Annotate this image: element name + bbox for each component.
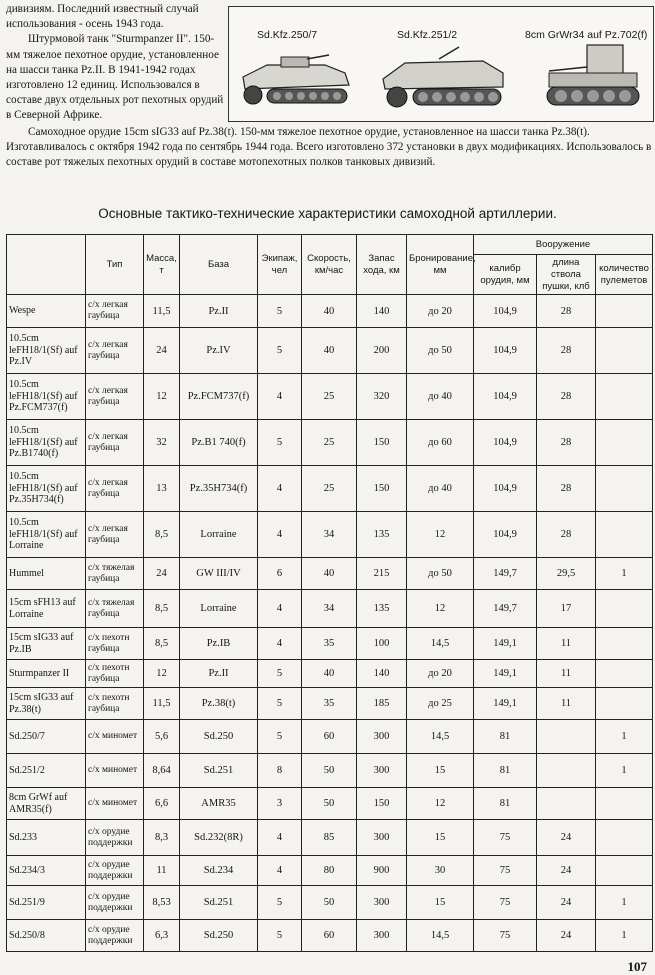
cell-speed: 35 <box>302 688 357 720</box>
header-mg: количество пулеметов <box>596 255 653 295</box>
cell-mg <box>596 856 653 886</box>
cell-armor: до 50 <box>407 558 474 590</box>
cell-range: 215 <box>357 558 407 590</box>
cell-mass: 8,5 <box>144 512 180 558</box>
header-type: Тип <box>86 235 144 295</box>
cell-barrel: 11 <box>537 660 596 688</box>
cell-mg <box>596 628 653 660</box>
cell-barrel: 17 <box>537 590 596 628</box>
cell-armor: 15 <box>407 820 474 856</box>
cell-barrel: 28 <box>537 295 596 328</box>
cell-barrel <box>537 720 596 754</box>
cell-speed: 25 <box>302 374 357 420</box>
cell-mg <box>596 328 653 374</box>
cell-range: 320 <box>357 374 407 420</box>
table-row <box>7 856 653 886</box>
cell-base: AMR35 <box>180 788 258 820</box>
cell-mg <box>596 660 653 688</box>
cell-barrel: 28 <box>537 466 596 512</box>
cell-barrel: 28 <box>537 512 596 558</box>
cell-range: 300 <box>357 886 407 920</box>
cell-speed: 25 <box>302 420 357 466</box>
cell-crew: 5 <box>258 328 302 374</box>
cell-base: Pz.35H734(f) <box>180 466 258 512</box>
page-number: 107 <box>627 959 647 974</box>
cell-barrel: 24 <box>537 856 596 886</box>
cell-name: 10.5cm leFH18/1(Sf) auf Pz.B1740(f) <box>7 420 86 466</box>
cell-range: 900 <box>357 856 407 886</box>
cell-armor: 12 <box>407 590 474 628</box>
cell-caliber: 149,7 <box>474 558 537 590</box>
cell-type: с/х орудие поддержки <box>86 820 144 856</box>
cell-type: с/х легкая гаубица <box>86 374 144 420</box>
cell-caliber: 81 <box>474 720 537 754</box>
cell-mg <box>596 295 653 328</box>
halftrack-250-drawing <box>237 47 357 111</box>
cell-caliber: 104,9 <box>474 512 537 558</box>
header-range: Запас хода, км <box>357 235 407 295</box>
cell-crew: 5 <box>258 720 302 754</box>
table-row <box>7 558 653 590</box>
cell-crew: 5 <box>258 420 302 466</box>
cell-armor: до 20 <box>407 660 474 688</box>
table-title: Основные тактико-технические характеристики самоходной артиллерии. <box>98 206 557 221</box>
cell-speed: 34 <box>302 512 357 558</box>
cell-name: 10.5cm leFH18/1(Sf) auf Pz.FCM737(f) <box>7 374 86 420</box>
cell-base: Sd.232(8R) <box>180 820 258 856</box>
cell-speed: 25 <box>302 466 357 512</box>
cell-caliber: 149,7 <box>474 590 537 628</box>
cell-base: Pz.B1 740(f) <box>180 420 258 466</box>
cell-base: Sd.250 <box>180 920 258 952</box>
cell-type: с/х легкая гаубица <box>86 295 144 328</box>
cell-name: Sd.251/2 <box>7 754 86 788</box>
cell-speed: 40 <box>302 328 357 374</box>
cell-speed: 34 <box>302 590 357 628</box>
cell-base: Sd.251 <box>180 886 258 920</box>
cell-barrel: 24 <box>537 820 596 856</box>
table-row <box>7 512 653 558</box>
cell-caliber: 81 <box>474 754 537 788</box>
cell-armor: до 50 <box>407 328 474 374</box>
cell-mg <box>596 420 653 466</box>
cell-mass: 6,3 <box>144 920 180 952</box>
cell-base: Sd.250 <box>180 720 258 754</box>
cell-crew: 3 <box>258 788 302 820</box>
cell-mg: 1 <box>596 920 653 952</box>
cell-base: Sd.251 <box>180 754 258 788</box>
table-row <box>7 328 653 374</box>
body-text <box>6 125 652 171</box>
cell-crew: 5 <box>258 660 302 688</box>
header-caliber: калибр орудия, мм <box>474 255 537 295</box>
header-mass: Масса, т <box>144 235 180 295</box>
cell-armor: 14,5 <box>407 628 474 660</box>
cell-range: 185 <box>357 688 407 720</box>
cell-armor: 14,5 <box>407 920 474 952</box>
cell-speed: 85 <box>302 820 357 856</box>
cell-base: Pz.IV <box>180 328 258 374</box>
vehicle-label-2: Sd.Kfz.251/2 <box>397 29 458 41</box>
table-row <box>7 886 653 920</box>
cell-range: 200 <box>357 328 407 374</box>
cell-type: с/х пехотн гаубица <box>86 660 144 688</box>
cell-mass: 12 <box>144 374 180 420</box>
cell-base: Pz.38(t) <box>180 688 258 720</box>
cell-barrel: 29,5 <box>537 558 596 590</box>
cell-mass: 13 <box>144 466 180 512</box>
cell-type: с/х миномет <box>86 754 144 788</box>
cell-mass: 32 <box>144 420 180 466</box>
cell-crew: 6 <box>258 558 302 590</box>
cell-type: с/х пехотн гаубица <box>86 628 144 660</box>
cell-name: 8cm GrWf auf AMR35(f) <box>7 788 86 820</box>
cell-caliber: 104,9 <box>474 295 537 328</box>
cell-crew: 4 <box>258 856 302 886</box>
cell-mg: 1 <box>596 720 653 754</box>
cell-name: Sd.251/9 <box>7 886 86 920</box>
cell-caliber: 81 <box>474 788 537 820</box>
cell-barrel <box>537 788 596 820</box>
vehicle-label-3: 8cm GrWr34 auf Pz.702(f) <box>525 29 648 41</box>
header-name <box>7 235 86 295</box>
cell-range: 150 <box>357 466 407 512</box>
intro-text <box>6 2 228 124</box>
cell-type: с/х орудие поддержки <box>86 886 144 920</box>
cell-name: Sd.250/7 <box>7 720 86 754</box>
cell-caliber: 75 <box>474 920 537 952</box>
cell-name: Hummel <box>7 558 86 590</box>
cell-barrel: 24 <box>537 886 596 920</box>
cell-crew: 4 <box>258 820 302 856</box>
cell-name: Sd.250/8 <box>7 920 86 952</box>
cell-crew: 4 <box>258 512 302 558</box>
cell-speed: 60 <box>302 920 357 952</box>
cell-name: Sd.234/3 <box>7 856 86 886</box>
cell-mg: 1 <box>596 558 653 590</box>
cell-range: 140 <box>357 660 407 688</box>
cell-speed: 40 <box>302 660 357 688</box>
cell-name: 10.5cm leFH18/1(Sf) auf Pz.IV <box>7 328 86 374</box>
cell-type: с/х орудие поддержки <box>86 920 144 952</box>
cell-speed: 35 <box>302 628 357 660</box>
table-row <box>7 688 653 720</box>
cell-type: с/х легкая гаубица <box>86 420 144 466</box>
cell-name: 15cm sFH13 auf Lorraine <box>7 590 86 628</box>
cell-armor: до 20 <box>407 295 474 328</box>
table-row <box>7 754 653 788</box>
intro-paragraph-2: Штурмовой танк "Sturmpanzer II". 150-мм тяжелое пехотное орудие, установленное на шасси танка Pz.II. В 1941-1942 годах изготовлено 12 единиц. Использовался в составе двух отдельных рот пехотных орудий в Северной Африке. <box>6 33 224 122</box>
cell-crew: 4 <box>258 590 302 628</box>
table-row <box>7 590 653 628</box>
table-row <box>7 660 653 688</box>
cell-crew: 8 <box>258 754 302 788</box>
cell-caliber: 75 <box>474 886 537 920</box>
cell-caliber: 149,1 <box>474 660 537 688</box>
cell-speed: 50 <box>302 886 357 920</box>
cell-base: Sd.234 <box>180 856 258 886</box>
cell-name: 10.5cm leFH18/1(Sf) auf Lorraine <box>7 512 86 558</box>
cell-range: 300 <box>357 920 407 952</box>
cell-mass: 24 <box>144 328 180 374</box>
cell-mass: 11 <box>144 856 180 886</box>
cell-caliber: 104,9 <box>474 374 537 420</box>
cell-type: с/х миномет <box>86 720 144 754</box>
cell-mg: 1 <box>596 754 653 788</box>
cell-barrel: 28 <box>537 328 596 374</box>
cell-type: с/х орудие поддержки <box>86 856 144 886</box>
cell-crew: 5 <box>258 920 302 952</box>
cell-type: с/х миномет <box>86 788 144 820</box>
cell-armor: 30 <box>407 856 474 886</box>
cell-type: с/х легкая гаубица <box>86 328 144 374</box>
cell-mg <box>596 820 653 856</box>
cell-armor: 15 <box>407 886 474 920</box>
cell-base: Pz.IB <box>180 628 258 660</box>
header-barrel: длина ствола пушки, клб <box>537 255 596 295</box>
cell-range: 135 <box>357 512 407 558</box>
cell-barrel: 11 <box>537 628 596 660</box>
table-row <box>7 720 653 754</box>
cell-mass: 6,6 <box>144 788 180 820</box>
cell-barrel: 28 <box>537 374 596 420</box>
cell-caliber: 75 <box>474 820 537 856</box>
halftrack-251-drawing <box>379 41 509 111</box>
table-body <box>7 295 653 952</box>
cell-type: с/х тяжелая гаубица <box>86 558 144 590</box>
cell-range: 300 <box>357 820 407 856</box>
cell-armor: 12 <box>407 512 474 558</box>
cell-armor: 15 <box>407 754 474 788</box>
cell-mass: 8,3 <box>144 820 180 856</box>
cell-caliber: 104,9 <box>474 466 537 512</box>
cell-caliber: 104,9 <box>474 328 537 374</box>
cell-base: GW III/IV <box>180 558 258 590</box>
cell-crew: 5 <box>258 886 302 920</box>
cell-armor: до 40 <box>407 374 474 420</box>
cell-mass: 11,5 <box>144 295 180 328</box>
cell-name: Sd.233 <box>7 820 86 856</box>
cell-caliber: 75 <box>474 856 537 886</box>
cell-range: 100 <box>357 628 407 660</box>
cell-base: Pz.II <box>180 295 258 328</box>
table-row <box>7 295 653 328</box>
cell-base: Pz.II <box>180 660 258 688</box>
cell-base: Lorraine <box>180 512 258 558</box>
cell-range: 150 <box>357 788 407 820</box>
cell-base: Lorraine <box>180 590 258 628</box>
header-speed: Скорость, км/час <box>302 235 357 295</box>
cell-type: с/х тяжелая гаубица <box>86 590 144 628</box>
cell-name: Sturmpanzer II <box>7 660 86 688</box>
header-base: База <box>180 235 258 295</box>
cell-range: 140 <box>357 295 407 328</box>
cell-mg <box>596 688 653 720</box>
cell-barrel <box>537 754 596 788</box>
table-row <box>7 420 653 466</box>
cell-mass: 12 <box>144 660 180 688</box>
cell-armor: до 25 <box>407 688 474 720</box>
tank-702-drawing <box>539 41 647 113</box>
table-header-row <box>7 235 653 255</box>
cell-base: Pz.FCM737(f) <box>180 374 258 420</box>
cell-barrel: 11 <box>537 688 596 720</box>
table-row <box>7 788 653 820</box>
cell-type: с/х пехотн гаубица <box>86 688 144 720</box>
table-row <box>7 628 653 660</box>
cell-speed: 50 <box>302 788 357 820</box>
vehicle-label-1: Sd.Kfz.250/7 <box>257 29 318 41</box>
header-armament: Вооружение <box>474 235 653 255</box>
cell-mass: 8,5 <box>144 590 180 628</box>
cell-mg <box>596 374 653 420</box>
cell-range: 300 <box>357 754 407 788</box>
cell-speed: 40 <box>302 295 357 328</box>
cell-range: 135 <box>357 590 407 628</box>
cell-type: с/х легкая гаубица <box>86 512 144 558</box>
cell-crew: 5 <box>258 688 302 720</box>
cell-speed: 80 <box>302 856 357 886</box>
cell-name: 10.5cm leFH18/1(Sf) auf Pz.35H734(f) <box>7 466 86 512</box>
cell-mass: 8,5 <box>144 628 180 660</box>
cell-mg <box>596 590 653 628</box>
intro-paragraph-1: дивизиям. Последний известный случай использования - осень 1943 года. <box>6 3 199 31</box>
body-paragraph-1: Самоходное орудие 15cm sIG33 auf Pz.38(t). 150-мм тяжелое пехотное орудие, установленное на шасси танка Pz.38(t). Изготавливалось с октября 1942 года по сентябрь 1944 года. Всего изготовлено 372 установки в двух модификациях. Использовалось в составе рот тяжелых пехотных орудий в составе мотопехотных полков танковых дивизий. <box>6 126 652 169</box>
cell-armor: до 40 <box>407 466 474 512</box>
specs-table <box>6 234 653 952</box>
cell-mass: 8,53 <box>144 886 180 920</box>
cell-range: 300 <box>357 720 407 754</box>
cell-speed: 50 <box>302 754 357 788</box>
cell-caliber: 149,1 <box>474 688 537 720</box>
table-row <box>7 920 653 952</box>
cell-range: 150 <box>357 420 407 466</box>
table-row <box>7 820 653 856</box>
cell-mass: 24 <box>144 558 180 590</box>
cell-name: 15cm sIG33 auf Pz.IB <box>7 628 86 660</box>
cell-mass: 5,6 <box>144 720 180 754</box>
header-crew: Экипаж, чел <box>258 235 302 295</box>
table-row <box>7 374 653 420</box>
cell-crew: 4 <box>258 466 302 512</box>
cell-barrel: 24 <box>537 920 596 952</box>
cell-caliber: 104,9 <box>474 420 537 466</box>
cell-mass: 8,64 <box>144 754 180 788</box>
cell-crew: 4 <box>258 374 302 420</box>
cell-mg: 1 <box>596 886 653 920</box>
cell-name: Wespe <box>7 295 86 328</box>
cell-mg <box>596 512 653 558</box>
cell-barrel: 28 <box>537 420 596 466</box>
vehicle-illustration <box>228 6 654 122</box>
cell-armor: 12 <box>407 788 474 820</box>
cell-name: 15cm sIG33 auf Pz.38(t) <box>7 688 86 720</box>
cell-speed: 40 <box>302 558 357 590</box>
cell-speed: 60 <box>302 720 357 754</box>
cell-mg <box>596 466 653 512</box>
table-row <box>7 466 653 512</box>
cell-crew: 5 <box>258 295 302 328</box>
cell-mg <box>596 788 653 820</box>
cell-crew: 4 <box>258 628 302 660</box>
cell-mass: 11,5 <box>144 688 180 720</box>
cell-type: с/х легкая гаубица <box>86 466 144 512</box>
cell-armor: до 60 <box>407 420 474 466</box>
cell-caliber: 149,1 <box>474 628 537 660</box>
cell-armor: 14,5 <box>407 720 474 754</box>
header-armor: Бронирование, мм <box>407 235 474 295</box>
